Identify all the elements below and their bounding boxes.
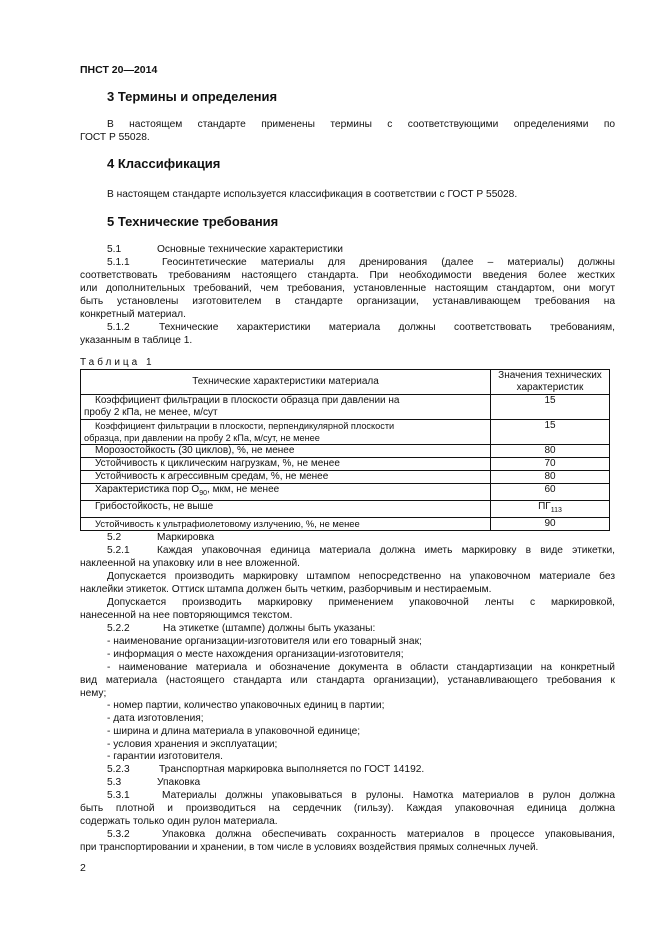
page-number: 2 <box>80 862 86 874</box>
paragraph-line: наклейки этикеток. Оттиск штампа должен быть четким, разборчивым и нестираемым. <box>80 584 492 595</box>
clause-text: Технические характеристики материала должны соответствовать требованиям, <box>159 322 615 333</box>
section-4-title: 4 Классификация <box>107 156 221 171</box>
clause-5-2-2 <box>107 622 375 635</box>
table-row <box>81 471 610 484</box>
clause-number: 5.3.2 <box>107 829 130 840</box>
cell-subscript: 113 <box>550 507 562 514</box>
clause-5-3-1-line3: содержать только один рулон материала. <box>80 816 278 827</box>
table-cell: Устойчивость к ультрафиолетовому излучению, %, не менее <box>81 518 491 531</box>
clause-5-2-3 <box>107 763 424 776</box>
clause-number: 5.1 <box>107 244 122 255</box>
clause-number: 5.2.1 <box>107 545 130 556</box>
clause-5-1-1-line5: конкретный материал. <box>80 309 186 320</box>
clause-5-2 <box>107 531 214 544</box>
clause-5-3-1-line1 <box>107 789 615 802</box>
clause-title: Маркировка <box>157 532 215 543</box>
table-caption: Таблица 1 <box>80 357 155 368</box>
cell-line: Коэффициент фильтрации в плоскости образца при давлении на <box>95 395 400 406</box>
list-item-line: вид материала (настоящего стандарта или стандарта организации), устанавливающего требования к <box>80 675 615 686</box>
cell-subscript: 90 <box>199 490 208 497</box>
paragraph-line: Допускается производить маркировку применением упаковочной ленты с маркировкой, <box>107 597 615 608</box>
document-header: ПНСТ 20—2014 <box>80 64 158 76</box>
clause-5-1-1-line1 <box>107 256 615 269</box>
list-item: - наименование организации-изготовителя или его товарный знак; <box>107 636 422 647</box>
clause-text: На этикетке (штампе) должны быть указаны: <box>163 623 376 634</box>
clause-5-1-1-line2: соответствовать требованиям настоящего стандарта. При необходимости введения более жестких <box>80 270 615 281</box>
clause-text: Геосинтетические материалы для дренирования (далее – материалы) должны <box>162 257 615 268</box>
section-3-text-line1: В настоящем стандарте применены термины с соответствующими определениями по <box>107 119 615 130</box>
section-5-title: 5 Технические требования <box>107 214 279 229</box>
list-item: - дата изготовления; <box>107 713 204 724</box>
cell-line: образца, при давлении на пробу 2 кПа, м/сут, не менее <box>84 433 320 443</box>
clause-text: Упаковка должна обеспечивать сохранность материалов в процессе упаковывания, <box>162 829 615 840</box>
cell-text: ПГ <box>538 501 551 512</box>
header-cell: Технические характеристики материала <box>81 370 491 395</box>
list-item-line: - наименование материала и обозначение документа в области стандартизации на конкретный <box>107 662 615 673</box>
table-row <box>81 518 610 531</box>
list-item: - гарантии изготовителя. <box>107 751 224 762</box>
table-cell: Устойчивость к циклическим нагрузкам, %, не менее <box>81 458 491 471</box>
clause-number: 5.2 <box>107 532 122 543</box>
clause-5-3-2-line2: при транспортировании и хранении, в том числе в условиях воздействия прямых солнечных лучей. <box>80 842 539 853</box>
clause-5-1-2-line2: указанным в таблице 1. <box>80 335 193 346</box>
table-cell <box>81 420 491 445</box>
cell-text: , мкм, не менее <box>207 484 280 495</box>
clause-5-3 <box>107 776 200 789</box>
section-3-text-line2: ГОСТ Р 55028. <box>80 132 150 143</box>
table-cell: Морозостойкость (30 циклов), %, не менее <box>81 445 491 458</box>
paragraph-line: Допускается производить маркировку штампом непосредственно на упаковочном материале без <box>107 571 615 582</box>
clause-text: Транспортная маркировка выполняется по ГОСТ 14192. <box>159 764 425 775</box>
clause-text: Основные технические характеристики <box>157 244 344 255</box>
list-item: - номер партии, количество упаковочных единиц в партии; <box>107 700 385 711</box>
table-row <box>81 458 610 471</box>
table-cell: Устойчивость к агрессивным средам, %, не менее <box>81 471 491 484</box>
clause-5-1-1-line4: быть установлены изготовителем в стандарте организации, устанавливающем требования на <box>80 296 615 307</box>
clause-number: 5.1.1 <box>107 257 130 268</box>
clause-number: 5.1.2 <box>107 322 130 333</box>
table-cell <box>81 484 491 501</box>
table-cell <box>491 501 610 518</box>
table-row <box>81 420 610 445</box>
list-item: - информация о месте нахождения организации-изготовителя; <box>107 649 404 660</box>
table-cell: 15 <box>491 420 610 445</box>
table-cell: 90 <box>491 518 610 531</box>
clause-number: 5.3 <box>107 777 122 788</box>
clause-5-2-1-line2: наклеенной на упаковку или в нее вложенной. <box>80 558 301 569</box>
table-row <box>81 484 610 501</box>
spec-table <box>80 369 610 531</box>
clause-5-3-2-line1 <box>107 828 615 841</box>
table-cell: 60 <box>491 484 610 501</box>
header-cell: Значения технических характеристик <box>491 370 610 395</box>
clause-5-1 <box>107 243 343 256</box>
list-item: - условия хранения и эксплуатации; <box>107 739 278 750</box>
list-item-line: нему; <box>80 688 107 699</box>
clause-title: Упаковка <box>157 777 201 788</box>
table-row <box>81 501 610 518</box>
table-row <box>81 395 610 420</box>
clause-text: Каждая упаковочная единица материала должна иметь маркировку в виде этикетки, <box>157 545 615 556</box>
clause-number: 5.2.3 <box>107 764 130 775</box>
clause-5-2-1-line1 <box>107 544 615 557</box>
table-row <box>81 445 610 458</box>
table-cell: 70 <box>491 458 610 471</box>
section-3-title: 3 Термины и определения <box>107 89 278 104</box>
table-header-row <box>81 370 610 395</box>
cell-text: Характеристика пор O <box>95 484 200 495</box>
clause-5-1-2-line1 <box>107 321 615 334</box>
table-cell: 80 <box>491 445 610 458</box>
clause-text: Материалы должны упаковываться в рулоны. Намотка материалов в рулон должна <box>162 790 615 801</box>
paragraph-line: нанесенной на нее повторяющимся текстом. <box>80 610 293 621</box>
table-cell: Грибостойкость, не выше <box>81 501 491 518</box>
clause-number: 5.2.2 <box>107 623 130 634</box>
cell-line: пробу 2 кПа, не менее, м/сут <box>84 407 218 418</box>
table-cell: 15 <box>491 395 610 420</box>
table-cell: 80 <box>491 471 610 484</box>
clause-5-1-1-line3: или дополнительных требований, чем требования, установленные настоящим стандартом, они могут <box>80 283 615 294</box>
clause-number: 5.3.1 <box>107 790 130 801</box>
cell-line: Коэффициент фильтрации в плоскости, перпендикулярной плоскости <box>95 421 395 431</box>
table-cell <box>81 395 491 420</box>
clause-5-3-1-line2: быть плотной и производиться на сердечник (гильзу). Каждая упаковочная единица должна <box>80 803 615 814</box>
section-4-text: В настоящем стандарте используется классификация в соответствии с ГОСТ Р 55028. <box>107 189 518 200</box>
list-item: - ширина и длина материала в упаковочной единице; <box>107 726 361 737</box>
